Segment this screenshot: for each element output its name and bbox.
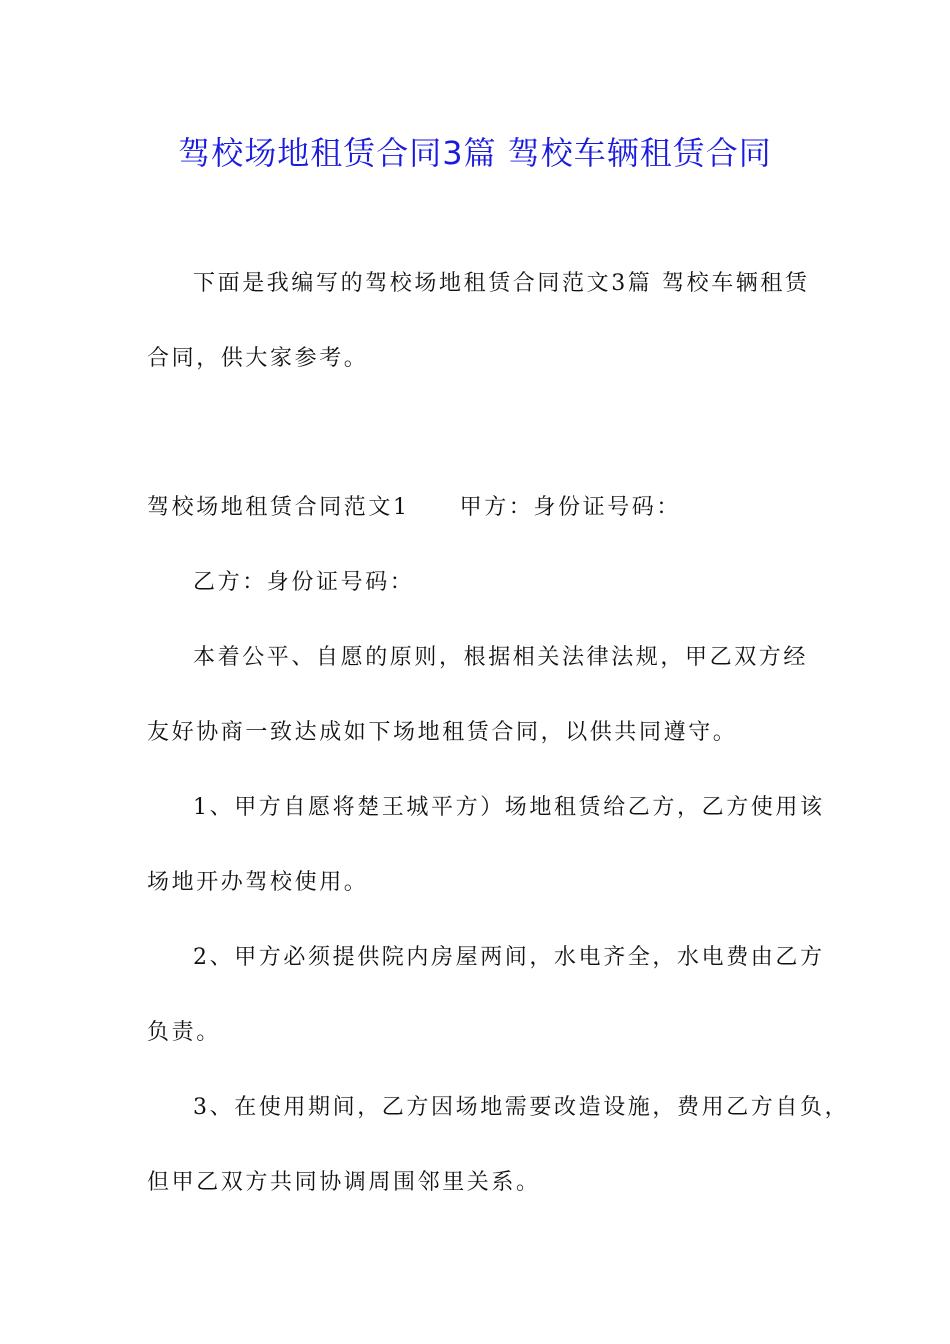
clause-line: 场地开办驾校使用。: [147, 870, 369, 895]
paragraph-line: 下面是我编写的驾校场地租赁合同范文3篇 驾校车辆租赁: [193, 271, 810, 296]
paragraph-line: 本着公平、自愿的原则，根据相关法律法规，甲乙双方经: [193, 645, 809, 670]
document-title: 驾校场地租赁合同3篇 驾校车辆租赁合同: [178, 134, 772, 172]
clause-line: 负责。: [147, 1020, 221, 1045]
clause-line: 2、甲方必须提供院内房屋两间，水电齐全，水电费由乙方: [193, 945, 825, 970]
paragraph-line: [147, 490, 827, 526]
clause-line: 1、甲方自愿将楚王城平方）场地租赁给乙方，乙方使用该: [193, 795, 825, 820]
section-heading: 驾校场地租赁合同范文1: [147, 495, 410, 520]
paragraph-line: 合同，供大家参考。: [147, 346, 369, 371]
paragraph-line: 友好协商一致达成如下场地租赁合同，以供共同遵守。: [147, 720, 738, 745]
clause-line: 但甲乙双方共同协调周围邻里关系。: [147, 1170, 541, 1195]
clause-line: 3、在使用期间，乙方因场地需要改造设施，费用乙方自负，: [193, 1095, 850, 1120]
party-b-label: 乙方：身份证号码：: [193, 570, 415, 595]
party-a-label: 甲方：身份证号码：: [459, 495, 682, 520]
